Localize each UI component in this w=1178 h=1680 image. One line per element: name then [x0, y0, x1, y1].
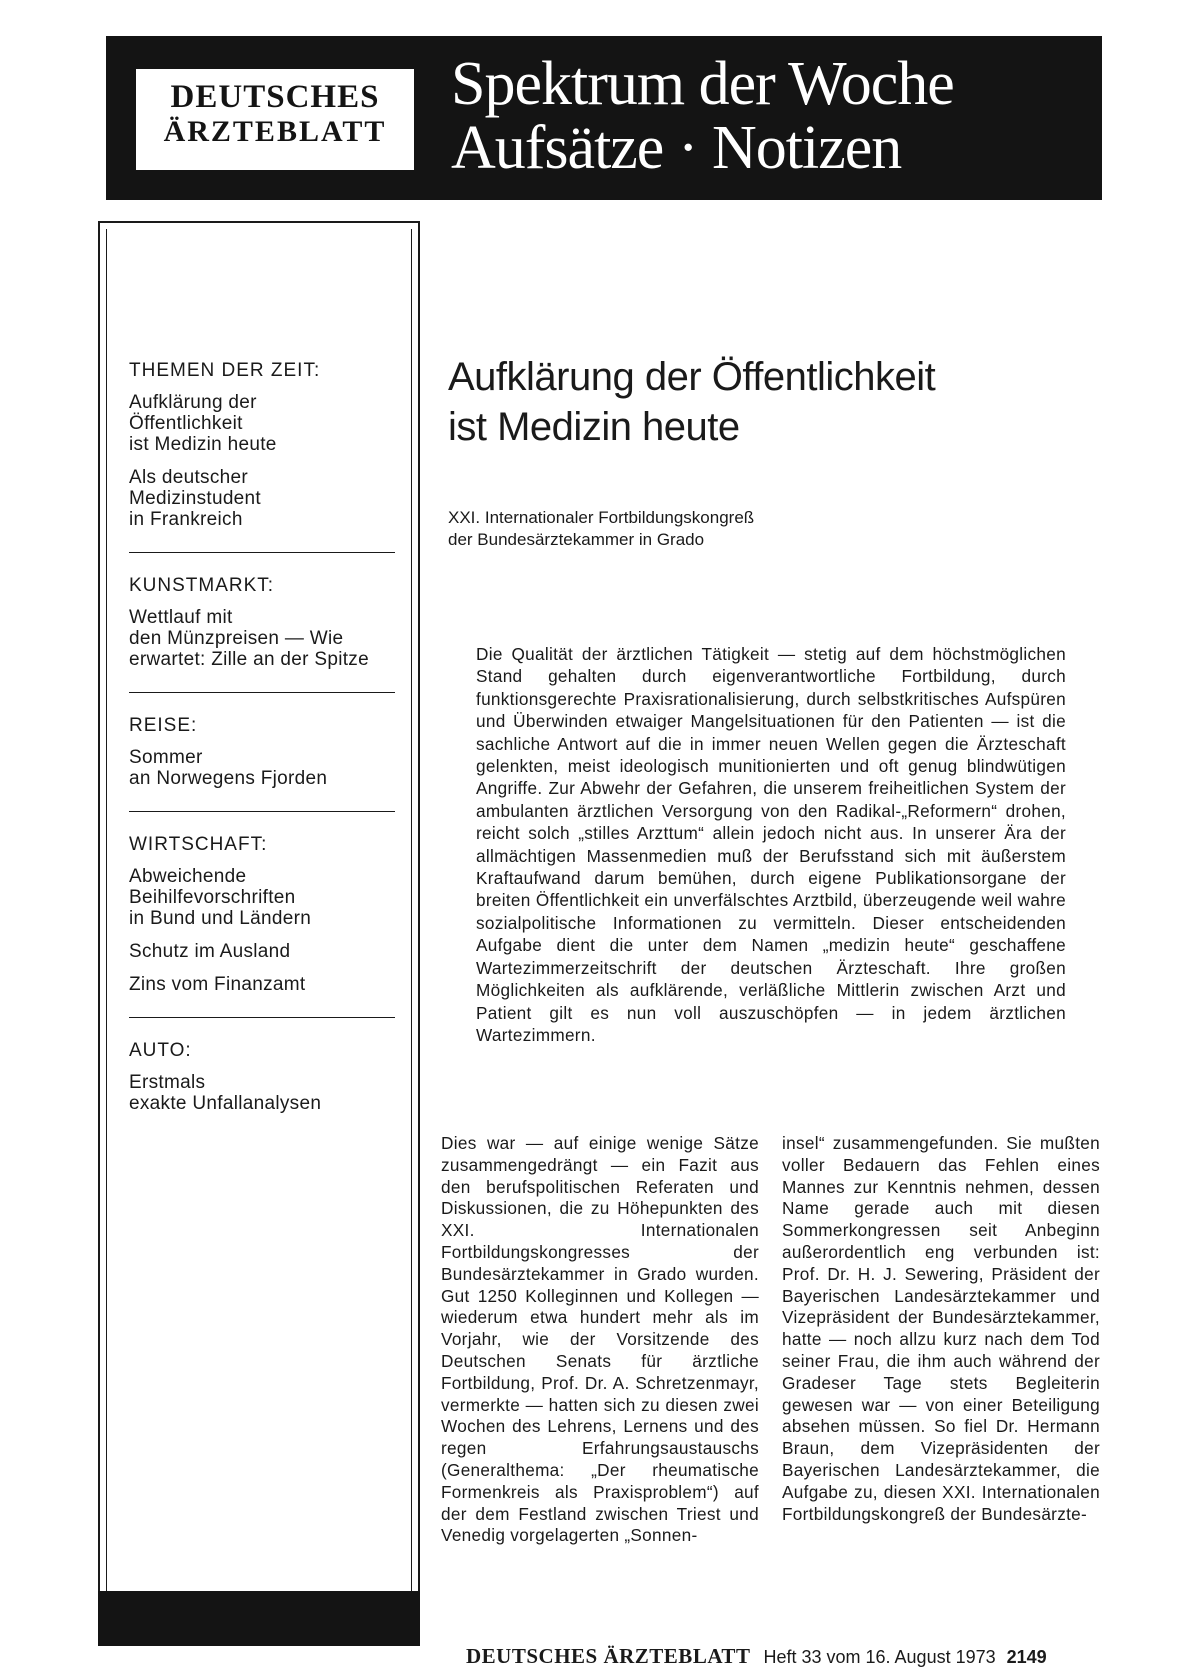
- toc-item[interactable]: Erstmals exakte Unfallanalysen: [129, 1072, 322, 1114]
- article-title-line-2: ist Medizin heute: [448, 405, 740, 449]
- toc-divider: [129, 1017, 395, 1018]
- journal-logo: [136, 69, 414, 170]
- toc-divider: [129, 552, 395, 553]
- toc-section: [129, 1040, 399, 1114]
- toc-heading: KUNSTMARKT:: [129, 575, 275, 596]
- toc-divider: [129, 811, 395, 812]
- toc-item[interactable]: Zins vom Finanzamt: [129, 974, 306, 995]
- toc-item[interactable]: Abweichende Beihilfevorschriften in Bund und Ländern: [129, 866, 312, 929]
- masthead-line-1: Spektrum der Woche: [451, 50, 954, 118]
- toc-divider: [129, 692, 395, 693]
- page-number: 2149: [1006, 1647, 1047, 1667]
- footer-journal-name: DEUTSCHES ÄRZTEBLATT: [466, 1644, 751, 1668]
- toc-section: [129, 360, 399, 530]
- footer-issue: Heft 33 vom 16. August 1973: [763, 1647, 996, 1667]
- toc-heading: WIRTSCHAFT:: [129, 834, 268, 855]
- logo-line-2: ÄRZTEBLATT: [163, 115, 387, 148]
- masthead-bar: [106, 36, 1102, 200]
- toc-item[interactable]: Aufklärung der Öffentlichkeit ist Medizin heute: [129, 392, 277, 455]
- table-of-contents: [129, 360, 399, 1126]
- article-subtitle: [448, 507, 754, 551]
- toc-heading: REISE:: [129, 715, 198, 736]
- toc-section: [129, 715, 399, 789]
- page-footer: [466, 1644, 1047, 1669]
- logo-line-1: DEUTSCHES: [170, 79, 380, 115]
- toc-section: [129, 575, 399, 670]
- toc-item[interactable]: Sommer an Norwegens Fjorden: [129, 747, 328, 789]
- toc-heading: AUTO:: [129, 1040, 192, 1061]
- toc-item[interactable]: Wettlauf mit den Münzpreisen — Wie erwartet: Zille an der Spitze: [129, 607, 369, 670]
- article-title-line-1: Aufklärung der Öffentlichkeit: [448, 355, 936, 399]
- masthead-title: [451, 52, 954, 180]
- masthead-line-2: Aufsätze · Notizen: [451, 114, 902, 182]
- toc-section: [129, 834, 399, 995]
- article-body-column-1: Dies war — auf einige wenige Sätze zusammengedrängt — ein Fazit aus den berufspolitischen Referaten und Diskussionen, die zu Höhepunkten des XXI. Internationalen Fortbildungskongresses der Bundesärztekammer in Grado wurden. Gut 1250 Kolleginnen und Kollegen — wiederum etwa hundert mehr als im Vorjahr, wie der Vorsitzende des Deutschen Senats für ärztliche Fortbildung, Prof. Dr. A. Schretzenmayr, vermerkte — hatten sich zu diesen zwei Wochen des Lehrens, Lernens und des regen Erfahrungsaustauschs (Generalthema: „Der rheumatische Formenkreis als Praxisproblem“) auf der dem Festland zwischen Triest und Venedig vorgelagerten „Sonnen-: [441, 1133, 759, 1546]
- toc-item[interactable]: Schutz im Ausland: [129, 941, 291, 962]
- toc-heading: THEMEN DER ZEIT:: [129, 360, 321, 381]
- article-body-column-2: insel“ zusammengefunden. Sie mußten voller Bedauern das Fehlen eines Mannes zur Kenntnis nehmen, dessen Name gerade auch mit diesen Sommerkongressen seit Anbeginn außerordentlich eng verbunden ist: Prof. Dr. H. J. Sewering, Präsident der Bayerischen Landesärztekammer und Vizepräsident der Bundesärztekammer, hatte — noch allzu kurz nach dem Tod seiner Frau, die ihm auch während der Gradeser Tage stets Begleiterin gewesen war — von einer Beteiligung absehen müssen. So fiel Dr. Hermann Braun, dem Vizepräsidenten der Bayerischen Landesärztekammer, die Aufgabe zu, diesen XXI. Internationalen Fortbildungskongreß der Bundesärzte-: [782, 1133, 1100, 1524]
- toc-bottom-bar: [98, 1591, 420, 1646]
- article-subtitle-line-2: der Bundesärztekammer in Grado: [448, 530, 705, 549]
- toc-item[interactable]: Als deutscher Medizinstudent in Frankreich: [129, 467, 261, 530]
- article-title: [448, 352, 935, 452]
- article-subtitle-line-1: XXI. Internationaler Fortbildungskongreß: [448, 508, 755, 527]
- article-lead: Die Qualität der ärztlichen Tätigkeit — stetig auf dem höchstmöglichen Stand gehalten durch eigenverantwortliche Fortbildung, durch funktionsgerechte Praxisrationalisierung, durch selbstkritisches Aufspüren und Überwinden etwaiger Mangelsituationen für den Patienten — ist die sachliche Antwort auf die in immer neuen Wellen gegen die Ärzteschaft gelenkten, meist ideologisch munitionierten und oft genug blindwütigen Angriffe. Zur Abwehr der Gefahren, die unserem freiheitlichen System der ambulanten ärztlichen Versorgung von den Radikal-„Reformern“ drohen, reicht solch „stilles Arzttum“ allein jedoch nicht aus. In unserer Ära der allmächtigen Massenmedien muß der Berufsstand sich mit äußerstem Kraftaufwand darum bemühen, durch eigene Publikationsorgane der breiten Öffentlichkeit ein unverfälschtes Arztbild, überzeugende weil wahre sozialpolitische Informationen zu vermitteln. Dieser entscheidenden Aufgabe dient die unter dem Namen „medizin heute“ geschaffene Wartezimmerzeitschrift der deutschen Ärzteschaft. Ihre großen Möglichkeiten als aufklärende, verläßliche Mittlerin zwischen Arzt und Patient gilt es nun voll auszuschöpfen — in jedem ärztlichen Wartezimmern.: [476, 644, 1066, 1045]
